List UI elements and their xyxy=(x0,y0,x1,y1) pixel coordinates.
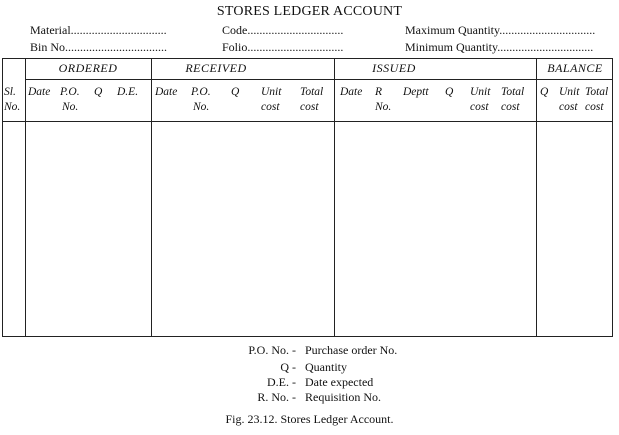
folio-field: Folio................................ xyxy=(222,40,344,54)
minimum-quantity-field: Minimum Quantity................................ xyxy=(405,40,594,54)
legend-abbr: Q - xyxy=(280,360,296,374)
col-received-po-no: P.O. No. xyxy=(191,86,211,113)
group-header-divider xyxy=(25,79,612,80)
col-ordered-po-no: P.O. No. xyxy=(60,86,80,113)
col-ordered-q: Q xyxy=(94,86,103,98)
legend-abbr: D.E. - xyxy=(267,375,296,389)
group-issued: ISSUED xyxy=(372,61,416,75)
col-ordered-de: D.E. xyxy=(117,86,139,98)
col-received-date: Date xyxy=(155,86,178,98)
group-ordered: ORDERED xyxy=(58,61,118,75)
legend-desc: Requisition No. xyxy=(305,390,382,404)
col-issued-r-no: R No. xyxy=(375,86,392,113)
col-balance-q: Q xyxy=(540,86,549,98)
ledger-table xyxy=(2,58,613,337)
material-field: Material................................ xyxy=(30,23,167,37)
column-divider-sl xyxy=(25,59,26,336)
legend-desc: Date expected xyxy=(305,375,374,389)
legend-desc: Purchase order No. xyxy=(305,343,398,357)
group-received: RECEIVED xyxy=(185,61,247,75)
column-divider-ordered xyxy=(151,59,152,336)
legend-abbr: R. No. - xyxy=(257,390,296,404)
legend-abbr: P.O. No. - xyxy=(248,343,296,357)
col-issued-unit-cost: Unit cost xyxy=(470,86,491,113)
col-balance-total-cost: Total cost xyxy=(585,86,609,113)
col-issued-date: Date xyxy=(340,86,363,98)
bin-no-field: Bin No.................................. xyxy=(30,40,168,54)
col-ordered-date: Date xyxy=(28,86,51,98)
column-header-divider xyxy=(3,121,612,122)
column-divider-received xyxy=(334,59,335,336)
col-sl-no: Sl. No. xyxy=(4,86,21,113)
col-balance-unit-cost: Unit cost xyxy=(559,86,580,113)
page-title: STORES LEDGER ACCOUNT xyxy=(216,4,403,19)
group-balance: BALANCE xyxy=(547,61,603,75)
col-issued-q: Q xyxy=(445,86,454,98)
figure-caption: Fig. 23.12. Stores Ledger Account. xyxy=(225,412,394,426)
column-divider-issued xyxy=(536,59,537,336)
col-issued-total-cost: Total cost xyxy=(501,86,525,113)
col-issued-deptt: Deptt xyxy=(403,86,429,98)
col-received-total-cost: Total cost xyxy=(300,86,324,113)
maximum-quantity-field: Maximum Quantity................................ xyxy=(405,23,596,37)
col-received-unit-cost: Unit cost xyxy=(261,86,282,113)
legend-desc: Quantity xyxy=(305,360,347,374)
col-received-q: Q xyxy=(231,86,240,98)
code-field: Code................................ xyxy=(222,23,344,37)
